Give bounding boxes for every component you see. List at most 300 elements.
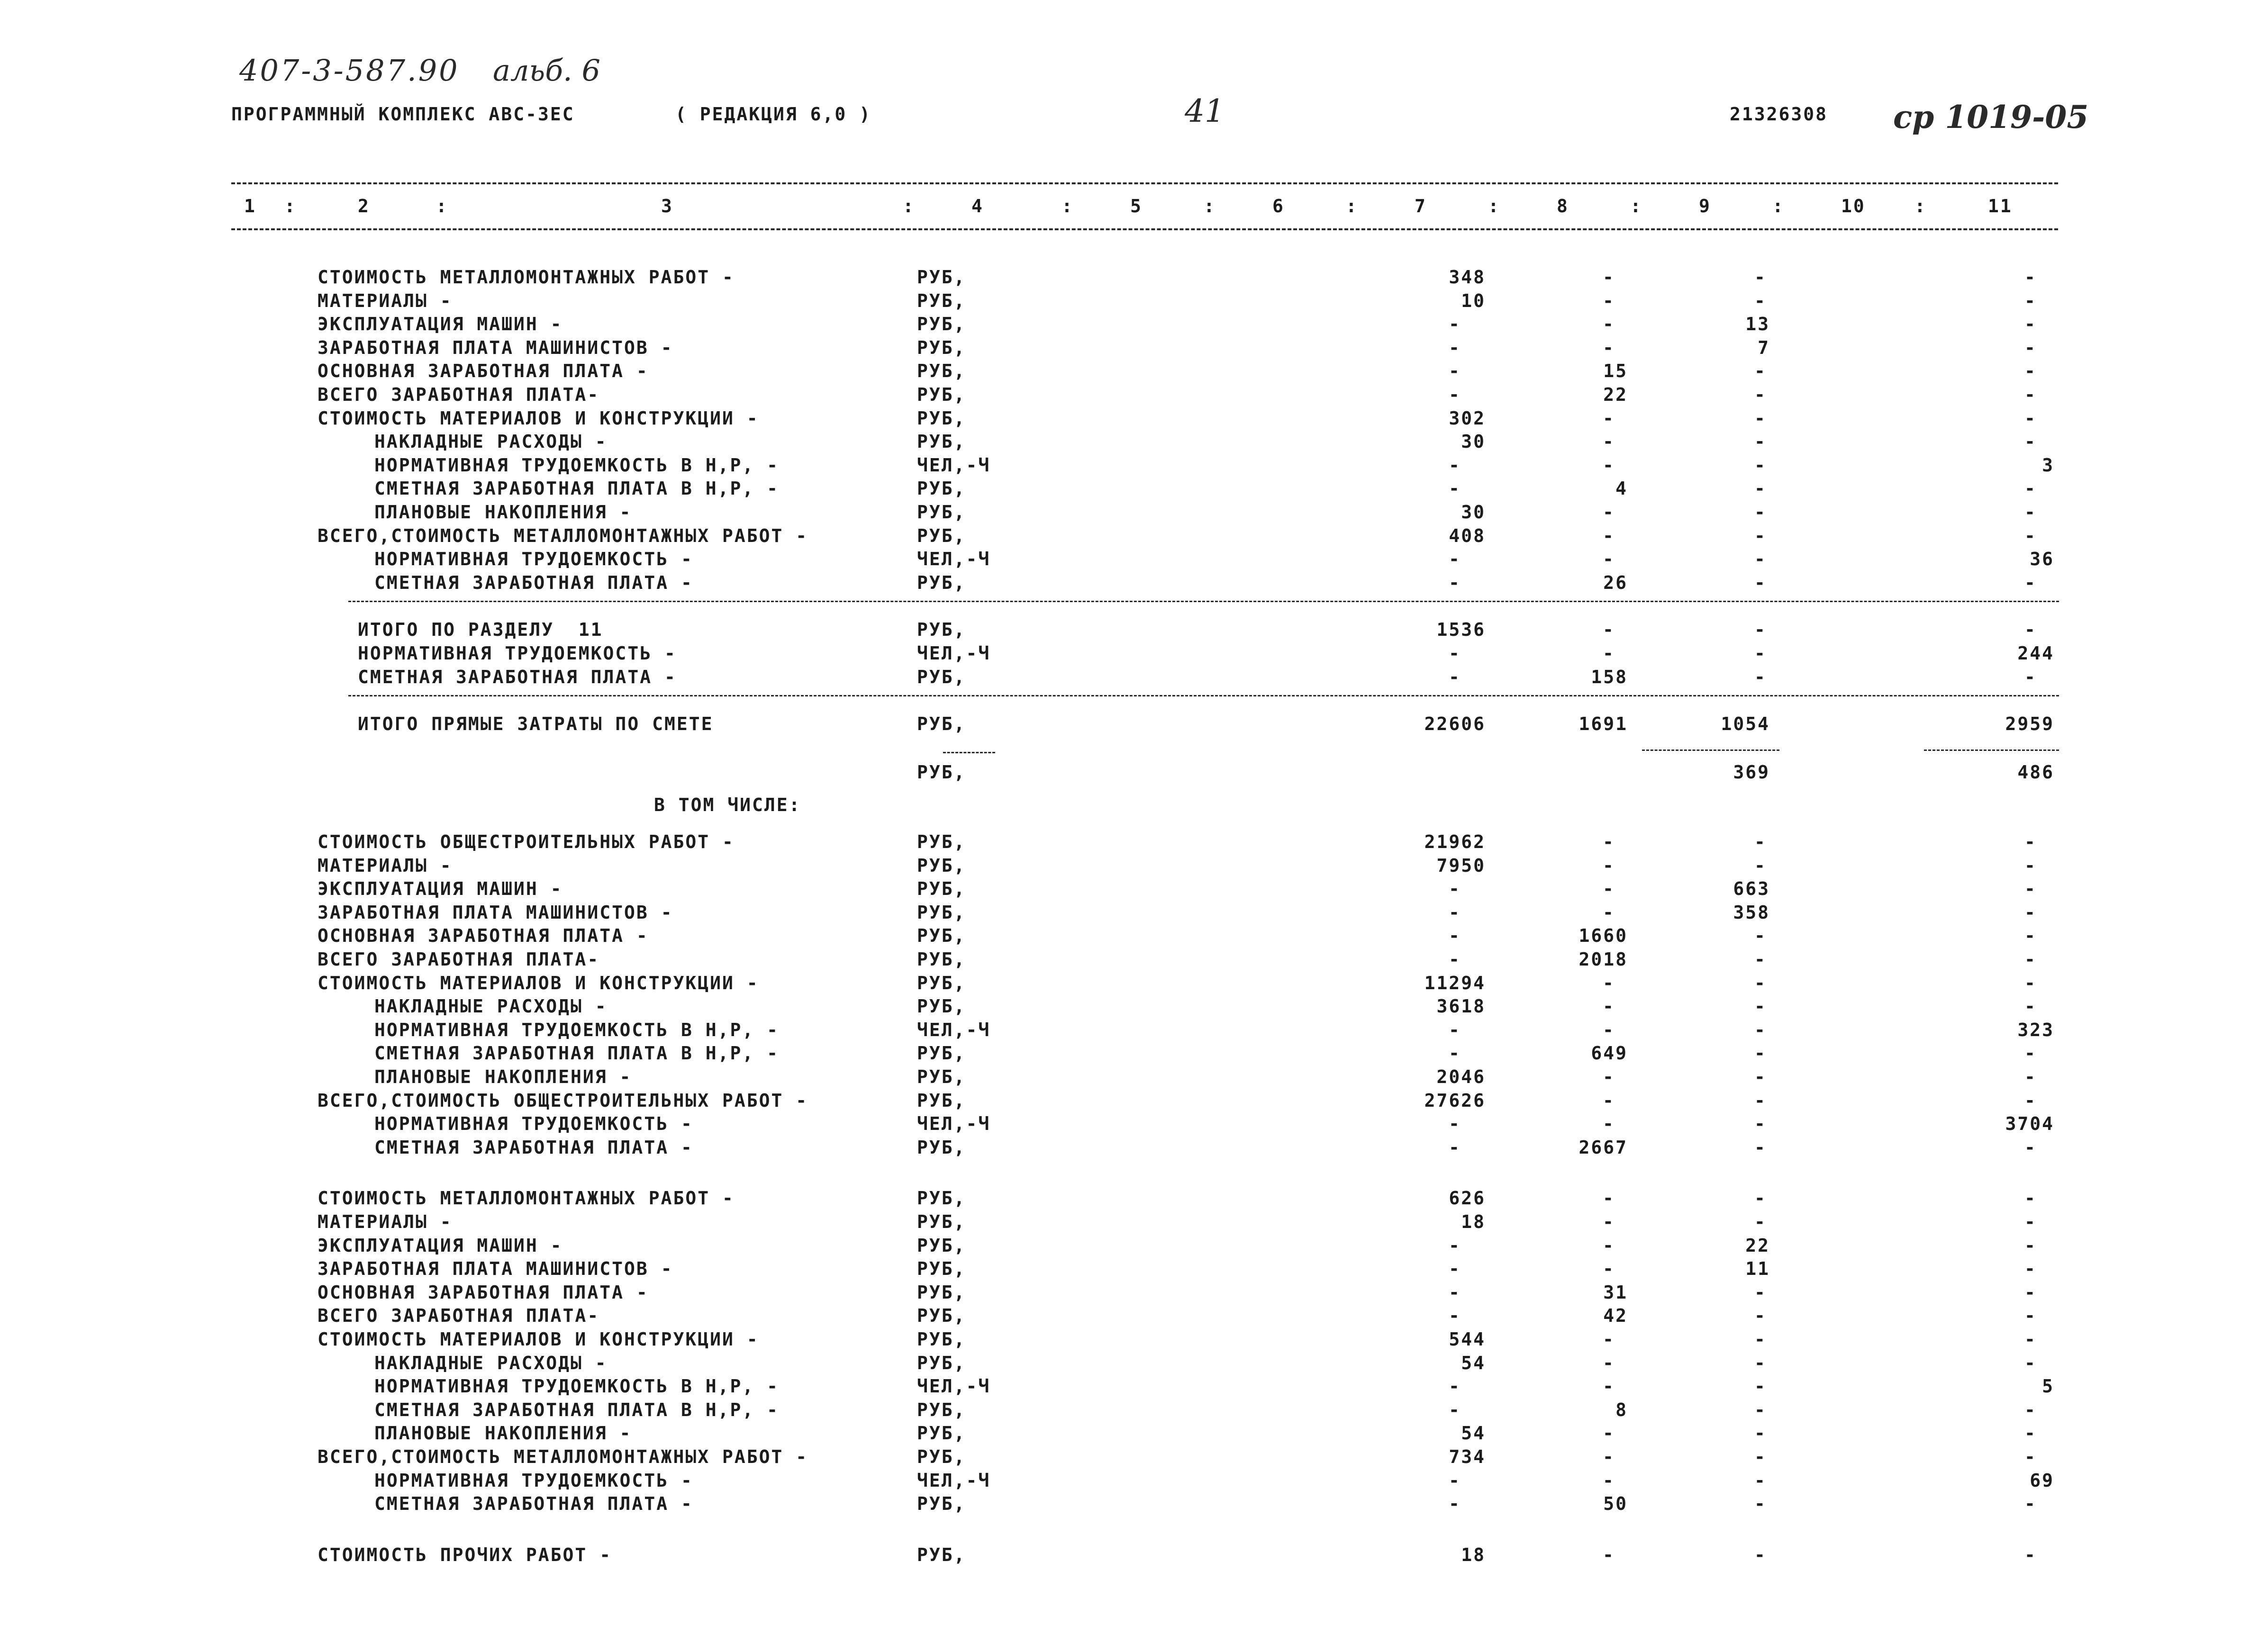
cell-value: 10 — [1461, 290, 1486, 311]
cell-dash: - — [2024, 337, 2037, 358]
row-name: ЭКСПЛУАТАЦИЯ МАШИН - — [318, 878, 563, 900]
row-unit: РУБ, — [917, 666, 966, 687]
cell-dash: - — [1603, 1470, 1615, 1491]
cell-dash: - — [2024, 314, 2037, 335]
cell-dash: - — [2024, 1544, 2037, 1565]
cell-value: 649 — [1591, 1043, 1628, 1064]
cell-dash: - — [1603, 337, 1615, 358]
row-unit: ЧЕЛ,-Ч — [917, 454, 991, 476]
column-header-5: 5 — [1130, 196, 1143, 217]
column-separator: : — [903, 196, 915, 217]
cell-dash: - — [2024, 972, 2037, 993]
cell-dash: - — [1603, 314, 1615, 335]
cell-dash: - — [1603, 878, 1615, 900]
cell-dash: - — [2024, 902, 2037, 923]
row-unit: РУБ, — [917, 1137, 966, 1158]
cell-dash: - — [2024, 1043, 2037, 1064]
cell-dash: - — [1754, 855, 1767, 876]
row-name: НОРМАТИВНАЯ ТРУДОЕМКОСТЬ - — [374, 1113, 693, 1135]
row-name: ВСЕГО,СТОИМОСТЬ МЕТАЛЛОМОНТАЖНЫХ РАБОТ - — [318, 1446, 808, 1467]
cell-value: 3704 — [2005, 1113, 2054, 1135]
cell-value: 30 — [1461, 431, 1486, 452]
cell-dash: - — [1449, 1305, 1461, 1327]
subtotal-underline — [1642, 749, 1779, 751]
cell-dash: - — [1603, 290, 1615, 311]
cell-dash: - — [1754, 643, 1767, 664]
cell-value: 7950 — [1436, 855, 1486, 876]
cell-value: 5 — [2042, 1376, 2054, 1397]
row-name: ЭКСПЛУАТАЦИЯ МАШИН - — [318, 1235, 563, 1256]
cell-value: 302 — [1449, 407, 1486, 429]
column-separator: : — [1061, 196, 1074, 217]
cell-dash: - — [1449, 1043, 1461, 1064]
row-unit: РУБ, — [917, 761, 966, 783]
cell-value: 358 — [1733, 902, 1770, 923]
section-divider — [348, 695, 2059, 696]
column-header-10: 10 — [1841, 196, 1866, 217]
cell-dash: - — [1754, 384, 1767, 405]
cell-value: 36 — [2030, 549, 2054, 570]
cell-dash: - — [1603, 972, 1615, 993]
cell-value: 30 — [1461, 502, 1486, 523]
row-unit: РУБ, — [917, 996, 966, 1017]
cell-dash: - — [1449, 454, 1461, 476]
row-unit: ЧЕЛ,-Ч — [917, 1376, 991, 1397]
row-name: ВСЕГО ЗАРАБОТНАЯ ПЛАТА- — [318, 384, 600, 405]
cell-dash: - — [1603, 831, 1615, 852]
column-separator: : — [1204, 196, 1216, 217]
row-name: СТОИМОСТЬ МЕТАЛЛОМОНТАЖНЫХ РАБОТ - — [318, 267, 735, 288]
cell-dash: - — [2024, 290, 2037, 311]
row-unit: РУБ, — [917, 361, 966, 382]
cell-dash: - — [1603, 454, 1615, 476]
cell-dash: - — [1603, 1376, 1615, 1397]
column-separator: : — [436, 196, 448, 217]
row-name: ЗАРАБОТНАЯ ПЛАТА МАШИНИСТОВ - — [318, 1258, 673, 1280]
row-unit: РУБ, — [917, 314, 966, 335]
cell-dash: - — [2024, 267, 2037, 288]
row-name: СТОИМОСТЬ МАТЕРИАЛОВ И КОНСТРУКЦИИ - — [318, 972, 759, 993]
cell-dash: - — [1449, 925, 1461, 947]
column-header-11: 11 — [1988, 196, 2013, 217]
row-unit: РУБ, — [917, 1235, 966, 1256]
cell-dash: - — [1754, 1188, 1767, 1209]
cell-dash: - — [1603, 267, 1615, 288]
column-separator: : — [1630, 196, 1642, 217]
row-unit: РУБ, — [917, 1329, 966, 1350]
row-name: НОРМАТИВНАЯ ТРУДОЕМКОСТЬ - — [358, 643, 677, 664]
row-unit: РУБ, — [917, 1305, 966, 1327]
row-unit: РУБ, — [917, 1399, 966, 1420]
cell-dash: - — [2024, 1352, 2037, 1373]
row-name: ВСЕГО,СТОИМОСТЬ МЕТАЛЛОМОНТАЖНЫХ РАБОТ - — [318, 525, 808, 546]
cell-dash: - — [2024, 1188, 2037, 1209]
row-unit: РУБ, — [917, 925, 966, 947]
cell-dash: - — [2024, 1282, 2037, 1303]
cell-dash: - — [1603, 502, 1615, 523]
row-unit: РУБ, — [917, 267, 966, 288]
cell-value: 8 — [1615, 1399, 1628, 1420]
section-divider — [348, 601, 2059, 602]
row-name: СМЕТНАЯ ЗАРАБОТНАЯ ПЛАТА - — [374, 1493, 693, 1515]
cell-dash: - — [1754, 1544, 1767, 1565]
cell-dash: - — [2024, 525, 2037, 546]
cell-dash: - — [2024, 1066, 2037, 1087]
cell-dash: - — [1754, 972, 1767, 993]
cell-dash: - — [1754, 1043, 1767, 1064]
cell-dash: - — [1449, 1235, 1461, 1256]
cell-dash: - — [1754, 525, 1767, 546]
cell-dash: - — [1754, 502, 1767, 523]
cell-value: 663 — [1733, 878, 1770, 900]
cell-value: 348 — [1449, 267, 1486, 288]
row-name: ОСНОВНАЯ ЗАРАБОТНАЯ ПЛАТА - — [318, 1282, 649, 1303]
cell-value: 13 — [1745, 314, 1770, 335]
row-unit: РУБ, — [917, 407, 966, 429]
cell-dash: - — [1754, 572, 1767, 593]
cell-dash: - — [1754, 1019, 1767, 1040]
edition-label: ( РЕДАКЦИЯ 6,0 ) — [675, 104, 872, 125]
page-number: 41 — [1185, 93, 1225, 129]
cell-dash: - — [1754, 1211, 1767, 1232]
cell-dash: - — [1449, 643, 1461, 664]
cell-dash: - — [1449, 1019, 1461, 1040]
cell-value: 2959 — [2005, 713, 2054, 735]
cell-dash: - — [1449, 666, 1461, 687]
row-name: СМЕТНАЯ ЗАРАБОТНАЯ ПЛАТА В Н,Р, - — [374, 1043, 779, 1064]
cell-value: 22606 — [1424, 713, 1486, 735]
column-separator: : — [284, 196, 297, 217]
cell-dash: - — [1603, 1211, 1615, 1232]
row-name: ПЛАНОВЫЕ НАКОПЛЕНИЯ - — [374, 1066, 632, 1087]
cell-dash: - — [2024, 1446, 2037, 1467]
row-name: ИТОГО ПРЯМЫЕ ЗАТРАТЫ ПО СМЕТЕ — [358, 713, 714, 735]
column-separator: : — [1346, 196, 1358, 217]
cell-dash: - — [1603, 431, 1615, 452]
column-separator: : — [1488, 196, 1500, 217]
cell-dash: - — [2024, 996, 2037, 1017]
cell-dash: - — [1449, 1113, 1461, 1135]
row-name: ВСЕГО,СТОИМОСТЬ ОБЩЕСТРОИТЕЛЬНЫХ РАБОТ - — [318, 1090, 808, 1111]
cell-dash: - — [1449, 314, 1461, 335]
row-unit: РУБ, — [917, 502, 966, 523]
cell-value: 11 — [1745, 1258, 1770, 1280]
cell-dash: - — [1603, 1423, 1615, 1444]
cell-value: 1536 — [1436, 619, 1486, 641]
cell-dash: - — [1754, 1376, 1767, 1397]
cell-value: 22 — [1603, 384, 1628, 405]
row-name: ВСЕГО ЗАРАБОТНАЯ ПЛАТА- — [318, 1305, 600, 1327]
cell-value: 734 — [1449, 1446, 1486, 1467]
row-name: ВСЕГО ЗАРАБОТНАЯ ПЛАТА- — [318, 949, 600, 970]
row-name: НОРМАТИВНАЯ ТРУДОЕМКОСТЬ В Н,Р, - — [374, 1376, 779, 1397]
cell-dash: - — [1754, 1423, 1767, 1444]
cell-value: 1660 — [1579, 925, 1628, 947]
cell-dash: - — [1603, 1329, 1615, 1350]
row-name: СМЕТНАЯ ЗАРАБОТНАЯ ПЛАТА - — [358, 666, 677, 687]
row-unit: РУБ, — [917, 1493, 966, 1515]
row-name: НОРМАТИВНАЯ ТРУДОЕМКОСТЬ - — [374, 549, 693, 570]
cell-value: 54 — [1461, 1352, 1486, 1373]
row-name: НОРМАТИВНАЯ ТРУДОЕМКОСТЬ В Н,Р, - — [374, 1019, 779, 1040]
cell-value: 408 — [1449, 525, 1486, 546]
cell-dash: - — [1449, 549, 1461, 570]
cell-dash: - — [2024, 1493, 2037, 1515]
cell-dash: - — [1603, 643, 1615, 664]
cell-dash: - — [1754, 925, 1767, 947]
cell-dash: - — [2024, 431, 2037, 452]
row-name: СМЕТНАЯ ЗАРАБОТНАЯ ПЛАТА - — [374, 1137, 693, 1158]
cell-dash: - — [2024, 1211, 2037, 1232]
column-separator: : — [1914, 196, 1927, 217]
cell-dash: - — [1603, 1446, 1615, 1467]
row-name: ЗАРАБОТНАЯ ПЛАТА МАШИНИСТОВ - — [318, 337, 673, 358]
row-name: СТОИМОСТЬ ПРОЧИХ РАБОТ - — [318, 1544, 612, 1565]
row-unit: РУБ, — [917, 1282, 966, 1303]
cell-value: 1691 — [1579, 713, 1628, 735]
cell-dash: - — [2024, 1329, 2037, 1350]
cell-dash: - — [1449, 572, 1461, 593]
row-name: ОСНОВНАЯ ЗАРАБОТНАЯ ПЛАТА - — [318, 925, 649, 947]
row-unit: РУБ, — [917, 525, 966, 546]
cell-dash: - — [1754, 1090, 1767, 1111]
cell-value: 11294 — [1424, 972, 1486, 993]
row-unit: РУБ, — [917, 337, 966, 358]
cell-value: 26 — [1603, 572, 1628, 593]
cell-dash: - — [1449, 1376, 1461, 1397]
row-unit: РУБ, — [917, 1090, 966, 1111]
cell-value: 31 — [1603, 1282, 1628, 1303]
cell-dash: - — [1603, 855, 1615, 876]
cell-dash: - — [2024, 1258, 2037, 1280]
column-header-1: 1 — [244, 196, 256, 217]
cell-dash: - — [1754, 1066, 1767, 1087]
column-header-3: 3 — [661, 196, 673, 217]
cell-value: 244 — [2017, 643, 2054, 664]
cell-dash: - — [1449, 361, 1461, 382]
row-name: НОРМАТИВНАЯ ТРУДОЕМКОСТЬ В Н,Р, - — [374, 454, 779, 476]
table-top-rule — [231, 182, 2058, 184]
cell-dash: - — [1449, 1137, 1461, 1158]
cell-dash: - — [1754, 1282, 1767, 1303]
cell-dash: - — [1754, 549, 1767, 570]
cell-dash: - — [1603, 902, 1615, 923]
cell-dash: - — [1449, 1399, 1461, 1420]
row-name: СМЕТНАЯ ЗАРАБОТНАЯ ПЛАТА В Н,Р, - — [374, 478, 779, 499]
row-unit: РУБ, — [917, 1043, 966, 1064]
cell-dash: - — [2024, 384, 2037, 405]
cell-value: 3618 — [1436, 996, 1486, 1017]
row-unit: РУБ, — [917, 713, 966, 735]
cell-dash: - — [1754, 666, 1767, 687]
row-unit: РУБ, — [917, 1352, 966, 1373]
row-name: СТОИМОСТЬ МЕТАЛЛОМОНТАЖНЫХ РАБОТ - — [318, 1188, 735, 1209]
cell-dash: - — [1754, 290, 1767, 311]
cell-dash: - — [1449, 949, 1461, 970]
row-name: СМЕТНАЯ ЗАРАБОТНАЯ ПЛАТА - — [374, 572, 693, 593]
row-name: СТОИМОСТЬ МАТЕРИАЛОВ И КОНСТРУКЦИИ - — [318, 1329, 759, 1350]
row-name: НАКЛАДНЫЕ РАСХОДЫ - — [374, 996, 608, 1017]
cell-value: 1054 — [1721, 713, 1770, 735]
cell-dash: - — [1603, 1090, 1615, 1111]
cell-value: 2667 — [1579, 1137, 1628, 1158]
cell-dash: - — [1754, 619, 1767, 641]
cell-value: 18 — [1461, 1211, 1486, 1232]
cell-dash: - — [1754, 1305, 1767, 1327]
row-name: НОРМАТИВНАЯ ТРУДОЕМКОСТЬ - — [374, 1470, 693, 1491]
cell-dash: - — [2024, 878, 2037, 900]
cell-value: 2018 — [1579, 949, 1628, 970]
row-unit: РУБ, — [917, 384, 966, 405]
row-unit: РУБ, — [917, 878, 966, 900]
row-name: ЭКСПЛУАТАЦИЯ МАШИН - — [318, 314, 563, 335]
cell-dash: - — [2024, 619, 2037, 641]
cell-dash: - — [1603, 996, 1615, 1017]
cell-dash: - — [1754, 831, 1767, 852]
table-header-rule — [231, 228, 2058, 230]
row-unit: ЧЕЛ,-Ч — [917, 643, 991, 664]
unit-underline — [943, 752, 995, 753]
cell-value: 15 — [1603, 361, 1628, 382]
column-header-6: 6 — [1272, 196, 1285, 217]
row-name: СМЕТНАЯ ЗАРАБОТНАЯ ПЛАТА В Н,Р, - — [374, 1399, 779, 1420]
cell-dash: - — [1449, 1493, 1461, 1515]
cell-dash: - — [1754, 1446, 1767, 1467]
row-name: СТОИМОСТЬ ОБЩЕСТРОИТЕЛЬНЫХ РАБОТ - — [318, 831, 735, 852]
cell-dash: - — [1603, 1235, 1615, 1256]
column-header-2: 2 — [358, 196, 370, 217]
row-name: НАКЛАДНЫЕ РАСХОДЫ - — [374, 1352, 608, 1373]
cell-dash: - — [2024, 1137, 2037, 1158]
row-unit: РУБ, — [917, 1211, 966, 1232]
row-name: ОСНОВНАЯ ЗАРАБОТНАЯ ПЛАТА - — [318, 361, 649, 382]
row-unit: РУБ, — [917, 949, 966, 970]
row-name: ЗАРАБОТНАЯ ПЛАТА МАШИНИСТОВ - — [318, 902, 673, 923]
handwritten-album: альб. 6 — [493, 53, 600, 88]
column-header-4: 4 — [971, 196, 984, 217]
cell-value: 22 — [1745, 1235, 1770, 1256]
cell-dash: - — [1449, 337, 1461, 358]
cell-value: 50 — [1603, 1493, 1628, 1515]
cell-dash: - — [1603, 549, 1615, 570]
cell-dash: - — [2024, 1235, 2037, 1256]
cell-value: 369 — [1733, 761, 1770, 783]
column-header-7: 7 — [1415, 196, 1427, 217]
cell-dash: - — [1449, 1282, 1461, 1303]
cell-value: 54 — [1461, 1423, 1486, 1444]
cell-value: 21962 — [1424, 831, 1486, 852]
cell-dash: - — [1754, 1352, 1767, 1373]
row-name: СТОИМОСТЬ МАТЕРИАЛОВ И КОНСТРУКЦИИ - — [318, 407, 759, 429]
cell-value: 42 — [1603, 1305, 1628, 1327]
row-unit: РУБ, — [917, 972, 966, 993]
cell-value: 158 — [1591, 666, 1628, 687]
cell-dash: - — [2024, 666, 2037, 687]
cell-dash: - — [2024, 1399, 2037, 1420]
row-name: НАКЛАДНЫЕ РАСХОДЫ - — [374, 431, 608, 452]
handwritten-stamp: ср 1019-05 — [1893, 99, 2089, 135]
cell-dash: - — [1754, 1137, 1767, 1158]
row-unit: РУБ, — [917, 572, 966, 593]
cell-dash: - — [1754, 1329, 1767, 1350]
cell-dash: - — [1603, 407, 1615, 429]
cell-dash: - — [2024, 855, 2037, 876]
cell-dash: - — [1754, 996, 1767, 1017]
row-name: МАТЕРИАЛЫ - — [318, 290, 453, 311]
cell-dash: - — [1603, 1019, 1615, 1040]
row-name: МАТЕРИАЛЫ - — [318, 855, 453, 876]
cell-dash: - — [1603, 1258, 1615, 1280]
row-unit: РУБ, — [917, 1446, 966, 1467]
cell-value: 2046 — [1436, 1066, 1486, 1087]
subtotal-underline — [1924, 749, 2059, 751]
cell-dash: - — [1603, 1188, 1615, 1209]
subsection-label: В ТОМ ЧИСЛЕ: — [654, 794, 801, 816]
cell-value: 4 — [1615, 478, 1628, 499]
cell-dash: - — [1449, 384, 1461, 405]
cell-dash: - — [1754, 407, 1767, 429]
cell-dash: - — [1754, 431, 1767, 452]
cell-dash: - — [1449, 878, 1461, 900]
row-unit: РУБ, — [917, 1258, 966, 1280]
row-unit: РУБ, — [917, 1544, 966, 1565]
row-unit: ЧЕЛ,-Ч — [917, 1113, 991, 1135]
row-name: ИТОГО ПО РАЗДЕЛУ 11 — [358, 619, 603, 641]
cell-value: 544 — [1449, 1329, 1486, 1350]
row-unit: РУБ, — [917, 855, 966, 876]
cell-dash: - — [2024, 925, 2037, 947]
cell-dash: - — [2024, 361, 2037, 382]
cell-dash: - — [1603, 1066, 1615, 1087]
doc-number: 21326308 — [1730, 104, 1828, 125]
cell-value: 486 — [2017, 761, 2054, 783]
cell-dash: - — [2024, 831, 2037, 852]
cell-dash: - — [1603, 525, 1615, 546]
cell-dash: - — [1754, 454, 1767, 476]
row-unit: РУБ, — [917, 290, 966, 311]
row-name: ПЛАНОВЫЕ НАКОПЛЕНИЯ - — [374, 502, 632, 523]
cell-dash: - — [1603, 1544, 1615, 1565]
column-header-8: 8 — [1557, 196, 1569, 217]
cell-dash: - — [1603, 1113, 1615, 1135]
row-unit: РУБ, — [917, 431, 966, 452]
row-unit: ЧЕЛ,-Ч — [917, 1470, 991, 1491]
cell-dash: - — [1754, 361, 1767, 382]
column-separator: : — [1772, 196, 1785, 217]
row-unit: РУБ, — [917, 831, 966, 852]
cell-value: 626 — [1449, 1188, 1486, 1209]
cell-dash: - — [1603, 1352, 1615, 1373]
row-unit: РУБ, — [917, 902, 966, 923]
cell-value: 7 — [1758, 337, 1770, 358]
row-unit: ЧЕЛ,-Ч — [917, 1019, 991, 1040]
cell-value: 69 — [2030, 1470, 2054, 1491]
cell-dash: - — [2024, 1423, 2037, 1444]
column-header-9: 9 — [1699, 196, 1711, 217]
cell-value: 3 — [2042, 454, 2054, 476]
cell-dash: - — [2024, 1090, 2037, 1111]
cell-dash: - — [1754, 949, 1767, 970]
cell-value: 323 — [2017, 1019, 2054, 1040]
cell-dash: - — [1603, 619, 1615, 641]
cell-dash: - — [1754, 478, 1767, 499]
cell-dash: - — [1449, 902, 1461, 923]
row-unit: РУБ, — [917, 1188, 966, 1209]
cell-dash: - — [1449, 1470, 1461, 1491]
cell-dash: - — [2024, 407, 2037, 429]
cell-value: 27626 — [1424, 1090, 1486, 1111]
cell-dash: - — [1449, 1258, 1461, 1280]
